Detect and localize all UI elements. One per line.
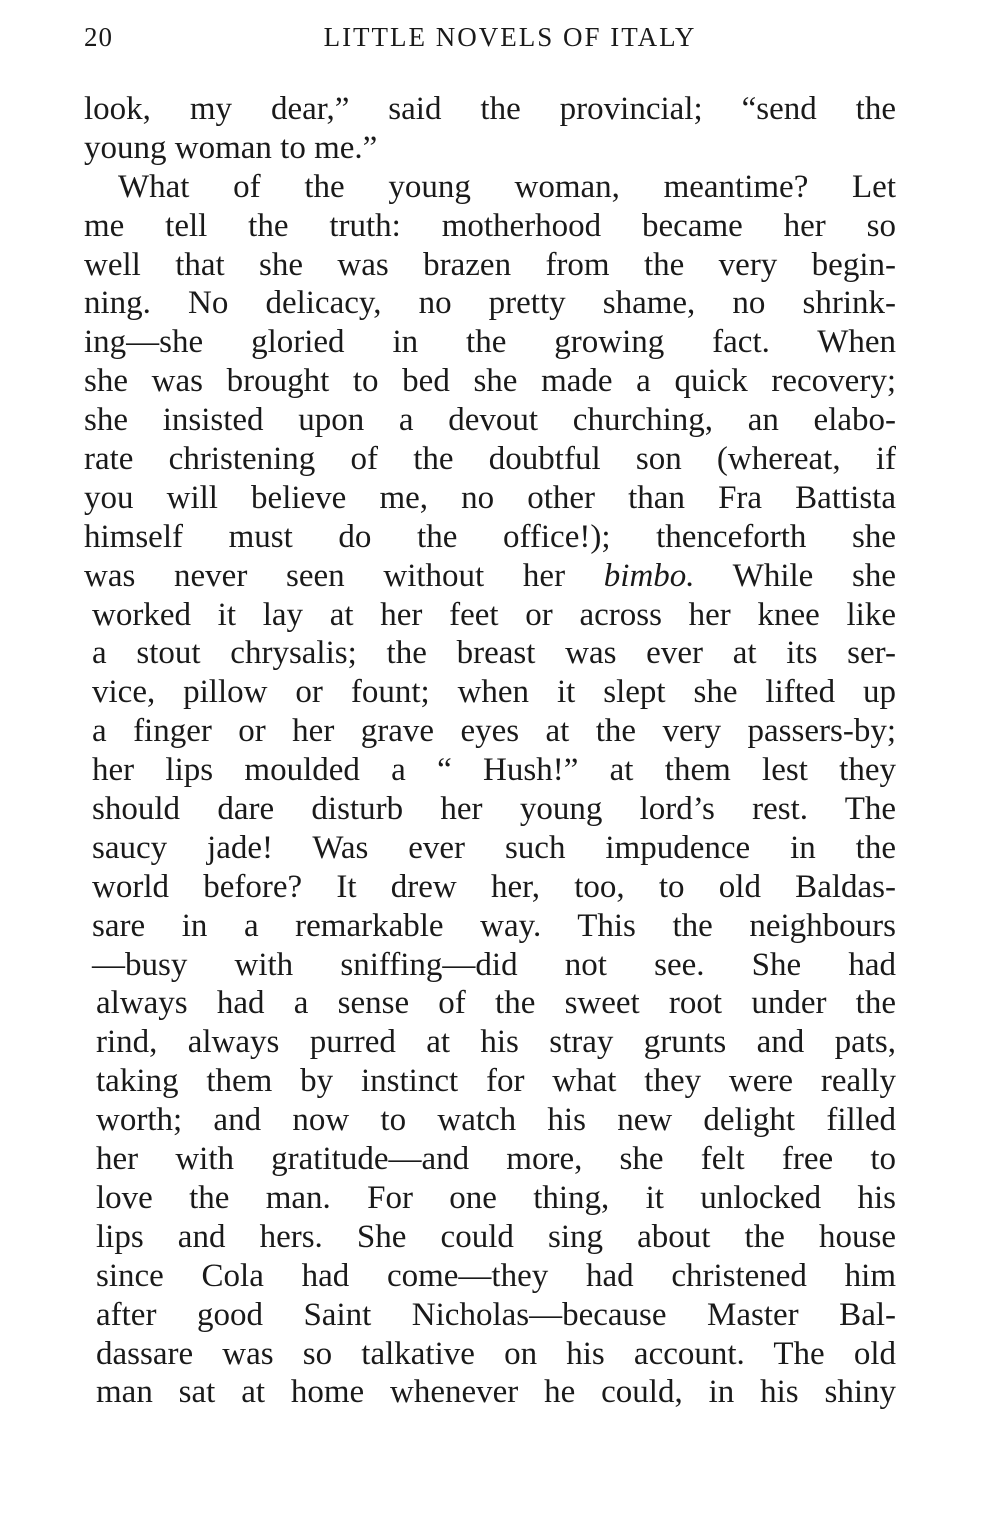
text-fragment: was never seen without her	[84, 557, 566, 594]
text-line: himself must do the office!); thenceforth she	[84, 518, 896, 555]
text-line: love the man. For one thing, it unlocked his	[96, 1179, 896, 1216]
text-line: me tell the truth: motherhood became her so	[84, 207, 896, 244]
text-line: a finger or her grave eyes at the very passers-by;	[92, 713, 896, 750]
text-line: rind, always purred at his stray grunts and pats,	[96, 1024, 896, 1061]
text-line: since Cola had come—they had christened him	[96, 1257, 896, 1294]
text-line: saucy jade! Was ever such impudence in the	[92, 829, 896, 866]
text-line: her lips moulded a “ Hush!” at them lest they	[92, 752, 896, 789]
text-line: should dare disturb her young lord’s rest. The	[92, 791, 896, 828]
text-line: well that she was brazen from the very begin-	[84, 246, 896, 283]
text-line: man sat at home whenever he could, in his shiny	[96, 1374, 896, 1411]
running-head	[84, 22, 896, 58]
text-line: young woman to me.”	[84, 129, 378, 166]
page-number: 20	[84, 22, 113, 52]
text-line: worth; and now to watch his new delight filled	[96, 1102, 896, 1139]
text-line: What of the young woman, meantime? Let	[118, 168, 896, 205]
text-line: ning. No delicacy, no pretty shame, no shrink-	[84, 285, 896, 322]
text-line: vice, pillow or fount; when it slept she lifted up	[92, 674, 896, 711]
text-line: she insisted upon a devout churching, an elabo-	[84, 402, 896, 439]
text-line: world before? It drew her, too, to old Baldas-	[92, 868, 896, 905]
text-line: you will believe me, no other than Fra Battista	[84, 479, 896, 516]
text-line-with-italic	[84, 557, 896, 596]
italic-word: bimbo.	[603, 557, 695, 594]
text-line: she was brought to bed she made a quick recovery;	[84, 363, 896, 400]
text-fragment: While she	[732, 557, 897, 594]
text-line: dassare was so talkative on his account. The old	[96, 1335, 896, 1372]
text-line: after good Saint Nicholas—because Master Bal-	[96, 1296, 896, 1333]
text-line: look, my dear,” said the provincial; “send the	[84, 91, 896, 127]
text-line: ing—she gloried in the growing fact. When	[84, 324, 896, 361]
text-line: rate christening of the doubtful son (whereat, if	[84, 441, 896, 478]
text-line: taking them by instinct for what they were really	[96, 1063, 896, 1100]
text-line: lips and hers. She could sing about the house	[96, 1218, 896, 1255]
text-line: worked it lay at her feet or across her knee like	[92, 596, 896, 633]
running-title: LITTLE NOVELS OF ITALY	[323, 22, 697, 52]
text-line: sare in a remarkable way. This the neighbours	[92, 907, 896, 944]
text-line: always had a sense of the sweet root under the	[96, 985, 896, 1022]
body-text	[84, 90, 896, 1412]
text-line: a stout chrysalis; the breast was ever at its ser-	[92, 635, 896, 672]
text-line: her with gratitude—and more, she felt free to	[96, 1141, 896, 1178]
text-line: —busy with sniffing—did not see. She had	[92, 946, 896, 983]
